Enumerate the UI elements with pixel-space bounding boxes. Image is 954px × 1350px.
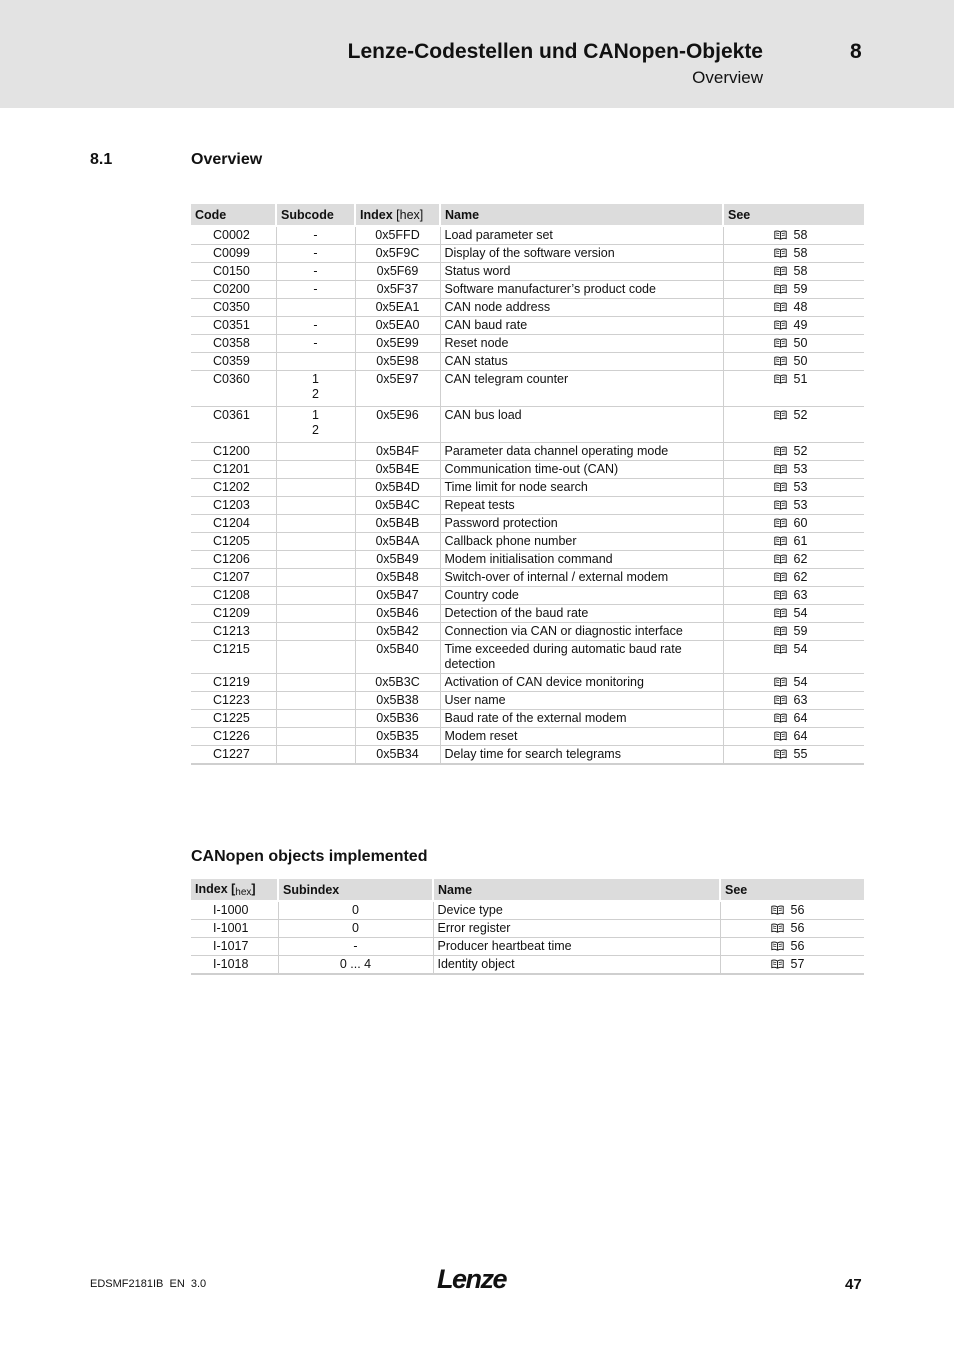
code-cell: C0359	[191, 353, 276, 371]
co-index-cell: I-1017	[191, 938, 278, 956]
see-cell	[723, 674, 864, 692]
code-cell: C0361	[191, 407, 276, 443]
co-index-cell: I-1000	[191, 901, 278, 920]
co-name-cell: Producer heartbeat time	[433, 938, 720, 956]
code-row	[191, 461, 864, 479]
subcode-cell	[276, 623, 355, 641]
see-page-link[interactable]: 58	[793, 246, 808, 260]
index-cell: 0x5E98	[355, 353, 440, 371]
code-row	[191, 641, 864, 674]
name-cell: Baud rate of the external modem	[440, 710, 723, 728]
index-cell: 0x5B47	[355, 587, 440, 605]
book-icon	[774, 284, 787, 294]
see-cell	[723, 299, 864, 317]
index-cell: 0x5E99	[355, 335, 440, 353]
col-co-index-label: Index	[195, 881, 228, 896]
svg-text:Lenze: Lenze	[437, 1265, 507, 1293]
see-page-link[interactable]: 63	[793, 588, 808, 602]
book-icon	[774, 713, 787, 723]
see-page-link[interactable]: 64	[793, 711, 808, 725]
section-title: Overview	[191, 151, 263, 168]
code-row	[191, 371, 864, 407]
book-icon	[771, 941, 784, 951]
see-cell	[723, 641, 864, 674]
subcode-cell	[276, 710, 355, 728]
book-icon	[774, 590, 787, 600]
book-icon	[774, 338, 787, 348]
subcode-cell	[276, 299, 355, 317]
name-cell: Connection via CAN or diagnostic interface	[440, 623, 723, 641]
subcode-cell	[276, 515, 355, 533]
see-page-link[interactable]: 53	[793, 462, 808, 476]
book-icon	[774, 644, 787, 654]
name-cell: Display of the software version	[440, 245, 723, 263]
see-page-link[interactable]: 48	[793, 300, 808, 314]
subcode-cell	[276, 728, 355, 746]
subcode-cell	[276, 461, 355, 479]
code-row	[191, 623, 864, 641]
book-icon	[774, 410, 787, 420]
book-icon	[774, 266, 787, 276]
name-cell: Password protection	[440, 515, 723, 533]
subcode-cell	[276, 605, 355, 623]
co-name-cell: Identity object	[433, 956, 720, 975]
subcode-cell	[276, 587, 355, 605]
index-cell: 0x5F37	[355, 281, 440, 299]
code-row	[191, 317, 864, 335]
book-icon	[774, 572, 787, 582]
book-icon	[774, 302, 787, 312]
subcode-cell	[276, 226, 355, 245]
book-icon	[771, 905, 784, 915]
see-cell	[723, 605, 864, 623]
name-cell: Switch-over of internal / external modem	[440, 569, 723, 587]
see-cell	[723, 587, 864, 605]
code-row	[191, 335, 864, 353]
index-cell: 0x5EA1	[355, 299, 440, 317]
see-cell	[723, 710, 864, 728]
book-icon	[774, 608, 787, 618]
code-row	[191, 569, 864, 587]
name-cell: Callback phone number	[440, 533, 723, 551]
chapter-number: 8	[850, 40, 862, 63]
name-cell: CAN bus load	[440, 407, 723, 443]
see-page-link[interactable]: 54	[793, 675, 808, 689]
see-page-link[interactable]: 54	[793, 642, 808, 656]
code-cell: C1213	[191, 623, 276, 641]
name-cell: Reset node	[440, 335, 723, 353]
see-cell	[723, 226, 864, 245]
index-cell: 0x5FFD	[355, 226, 440, 245]
see-page-link[interactable]: 49	[793, 318, 808, 332]
name-cell: CAN node address	[440, 299, 723, 317]
subcode-cell	[276, 674, 355, 692]
see-cell	[723, 335, 864, 353]
code-row	[191, 728, 864, 746]
see-page-link[interactable]: 56	[790, 921, 805, 935]
name-cell: Communication time-out (CAN)	[440, 461, 723, 479]
code-row	[191, 353, 864, 371]
index-cell: 0x5B4A	[355, 533, 440, 551]
name-cell: Delay time for search telegrams	[440, 746, 723, 765]
col-name: Name	[440, 204, 723, 226]
see-cell	[723, 692, 864, 710]
code-cell: C1223	[191, 692, 276, 710]
col-co-index-unit: hex	[235, 886, 252, 898]
subcode-cell	[276, 497, 355, 515]
see-cell	[723, 317, 864, 335]
name-cell: Load parameter set	[440, 226, 723, 245]
see-page-link[interactable]: 58	[793, 228, 808, 242]
code-cell: C1215	[191, 641, 276, 674]
see-cell	[723, 728, 864, 746]
name-cell: CAN telegram counter	[440, 371, 723, 407]
see-cell	[723, 245, 864, 263]
subcode-value: 2	[312, 387, 319, 401]
subcode-value: -	[313, 246, 318, 260]
code-row	[191, 674, 864, 692]
code-cell: C1219	[191, 674, 276, 692]
code-cell: C1206	[191, 551, 276, 569]
see-cell	[723, 407, 864, 443]
name-cell: Software manufacturer’s product code	[440, 281, 723, 299]
book-icon	[774, 248, 787, 258]
see-cell	[723, 461, 864, 479]
col-co-subindex: Subindex	[278, 879, 433, 901]
code-row	[191, 263, 864, 281]
canopen-row	[191, 938, 864, 956]
subcode-cell	[276, 281, 355, 299]
see-cell	[723, 533, 864, 551]
name-cell: CAN baud rate	[440, 317, 723, 335]
code-cell: C1205	[191, 533, 276, 551]
col-co-name: Name	[433, 879, 720, 901]
co-subindex-cell: 0	[278, 920, 433, 938]
name-cell: CAN status	[440, 353, 723, 371]
code-row	[191, 710, 864, 728]
co-subindex-cell: 0 ... 4	[278, 956, 433, 975]
book-icon	[774, 500, 787, 510]
subcode-cell	[276, 317, 355, 335]
see-page-link[interactable]: 53	[793, 498, 808, 512]
codes-table-header	[191, 204, 864, 226]
index-cell: 0x5B49	[355, 551, 440, 569]
code-row	[191, 299, 864, 317]
see-page-link[interactable]: 56	[790, 903, 805, 917]
co-subindex-cell: 0	[278, 901, 433, 920]
book-icon	[774, 554, 787, 564]
subcode-value: 2	[312, 423, 319, 437]
index-cell: 0x5F9C	[355, 245, 440, 263]
index-cell: 0x5B4F	[355, 443, 440, 461]
code-cell: C0360	[191, 371, 276, 407]
code-row	[191, 746, 864, 765]
see-page-link[interactable]: 53	[793, 480, 808, 494]
code-row	[191, 533, 864, 551]
subcode-value: 1	[312, 372, 319, 386]
code-cell: C0200	[191, 281, 276, 299]
col-index-unit: [hex]	[396, 207, 424, 222]
see-page-link[interactable]: 51	[793, 372, 808, 386]
code-cell: C1201	[191, 461, 276, 479]
see-cell	[723, 443, 864, 461]
code-row	[191, 497, 864, 515]
co-subindex-cell: -	[278, 938, 433, 956]
code-cell: C1207	[191, 569, 276, 587]
subcode-cell	[276, 569, 355, 587]
subcode-value: -	[313, 228, 318, 242]
canopen-table-header	[191, 879, 864, 901]
code-cell: C1202	[191, 479, 276, 497]
subcode-value: -	[313, 282, 318, 296]
co-index-cell: I-1018	[191, 956, 278, 975]
name-cell: User name	[440, 692, 723, 710]
name-cell: Time exceeded during automatic baud rate detection	[440, 641, 723, 674]
book-icon	[774, 536, 787, 546]
see-cell	[723, 746, 864, 765]
code-cell: C0358	[191, 335, 276, 353]
see-page-link[interactable]: 59	[793, 282, 808, 296]
index-cell: 0x5EA0	[355, 317, 440, 335]
index-cell: 0x5B4E	[355, 461, 440, 479]
code-cell: C0350	[191, 299, 276, 317]
see-page-link[interactable]: 61	[793, 534, 808, 548]
subcode-cell	[276, 245, 355, 263]
co-see-cell	[720, 956, 864, 975]
see-page-link[interactable]: 59	[793, 624, 808, 638]
code-cell: C0351	[191, 317, 276, 335]
name-cell: Activation of CAN device monitoring	[440, 674, 723, 692]
book-icon	[774, 356, 787, 366]
name-cell: Repeat tests	[440, 497, 723, 515]
col-co-index: Index [hex]	[191, 879, 278, 901]
book-icon	[774, 446, 787, 456]
index-cell: 0x5B3C	[355, 674, 440, 692]
code-cell: C1200	[191, 443, 276, 461]
code-row	[191, 479, 864, 497]
name-cell: Status word	[440, 263, 723, 281]
book-icon	[774, 230, 787, 240]
see-cell	[723, 479, 864, 497]
code-row	[191, 407, 864, 443]
see-cell	[723, 263, 864, 281]
see-page-link[interactable]: 50	[793, 336, 808, 350]
col-index-label: Index	[360, 207, 393, 222]
subcode-value: 1	[312, 408, 319, 422]
subcode-cell	[276, 371, 355, 407]
code-row	[191, 281, 864, 299]
name-cell: Parameter data channel operating mode	[440, 443, 723, 461]
document-id: EDSMF2181IB EN 3.0	[90, 1278, 207, 1290]
name-cell: Time limit for node search	[440, 479, 723, 497]
subcode-cell	[276, 692, 355, 710]
code-cell: C1226	[191, 728, 276, 746]
index-cell: 0x5B4B	[355, 515, 440, 533]
code-row	[191, 226, 864, 245]
co-index-cell: I-1001	[191, 920, 278, 938]
chapter-subtitle: Overview	[692, 68, 763, 87]
code-row	[191, 605, 864, 623]
see-page-link[interactable]: 64	[793, 729, 808, 743]
code-cell: C0002	[191, 226, 276, 245]
name-cell: Country code	[440, 587, 723, 605]
index-cell: 0x5B4C	[355, 497, 440, 515]
see-cell	[723, 281, 864, 299]
code-cell: C1227	[191, 746, 276, 765]
co-name-cell: Error register	[433, 920, 720, 938]
book-icon	[774, 518, 787, 528]
subcode-value: -	[313, 264, 318, 278]
subcode-cell	[276, 746, 355, 765]
book-icon	[771, 923, 784, 933]
subcode-cell	[276, 335, 355, 353]
section-number: 8.1	[90, 151, 113, 168]
index-cell: 0x5B48	[355, 569, 440, 587]
index-cell: 0x5B34	[355, 746, 440, 765]
index-cell: 0x5E97	[355, 371, 440, 407]
see-page-link[interactable]: 54	[793, 606, 808, 620]
lenze-logo	[437, 1265, 515, 1298]
see-page-link[interactable]: 63	[793, 693, 808, 707]
col-code: Code	[191, 204, 276, 226]
see-cell	[723, 515, 864, 533]
book-icon	[774, 731, 787, 741]
subcode-cell	[276, 353, 355, 371]
col-co-see: See	[720, 879, 864, 901]
code-cell: C1208	[191, 587, 276, 605]
col-subcode: Subcode	[276, 204, 355, 226]
see-page-link[interactable]: 60	[793, 516, 808, 530]
subcode-cell	[276, 443, 355, 461]
see-page-link[interactable]: 62	[793, 570, 808, 584]
see-page-link[interactable]: 62	[793, 552, 808, 566]
code-row	[191, 551, 864, 569]
see-page-link[interactable]: 55	[793, 747, 808, 761]
col-see: See	[723, 204, 864, 226]
see-page-link[interactable]: 57	[790, 957, 805, 971]
co-name-cell: Device type	[433, 901, 720, 920]
name-cell: Modem reset	[440, 728, 723, 746]
page-number: 47	[845, 1276, 862, 1293]
see-page-link[interactable]: 52	[793, 444, 808, 458]
code-cell: C1209	[191, 605, 276, 623]
index-cell: 0x5B40	[355, 641, 440, 674]
book-icon	[774, 695, 787, 705]
subcode-value: -	[313, 318, 318, 332]
see-cell	[723, 497, 864, 515]
name-cell: Modem initialisation command	[440, 551, 723, 569]
see-cell	[723, 371, 864, 407]
canopen-row	[191, 920, 864, 938]
canopen-table	[191, 879, 864, 975]
see-page-link[interactable]: 56	[790, 939, 805, 953]
subcode-cell	[276, 641, 355, 674]
subcode-cell	[276, 551, 355, 569]
index-cell: 0x5B46	[355, 605, 440, 623]
index-cell: 0x5B42	[355, 623, 440, 641]
code-cell: C0150	[191, 263, 276, 281]
canopen-row	[191, 956, 864, 975]
index-cell: 0x5F69	[355, 263, 440, 281]
see-page-link[interactable]: 58	[793, 264, 808, 278]
index-cell: 0x5E96	[355, 407, 440, 443]
see-cell	[723, 569, 864, 587]
code-row	[191, 692, 864, 710]
index-cell: 0x5B35	[355, 728, 440, 746]
book-icon	[771, 959, 784, 969]
code-cell: C1203	[191, 497, 276, 515]
subcode-cell	[276, 533, 355, 551]
codes-table	[191, 204, 864, 765]
book-icon	[774, 482, 787, 492]
co-see-cell	[720, 920, 864, 938]
see-page-link[interactable]: 52	[793, 408, 808, 422]
book-icon	[774, 677, 787, 687]
col-index	[355, 204, 440, 226]
chapter-title: Lenze-Codestellen und CANopen-Objekte	[347, 40, 763, 63]
canopen-title: CANopen objects implemented	[191, 848, 428, 865]
book-icon	[774, 374, 787, 384]
book-icon	[774, 626, 787, 636]
subcode-cell	[276, 407, 355, 443]
code-cell: C1204	[191, 515, 276, 533]
index-cell: 0x5B38	[355, 692, 440, 710]
code-cell: C1225	[191, 710, 276, 728]
co-see-cell	[720, 938, 864, 956]
code-row	[191, 443, 864, 461]
see-page-link[interactable]: 50	[793, 354, 808, 368]
subcode-cell	[276, 263, 355, 281]
subcode-cell	[276, 479, 355, 497]
book-icon	[774, 320, 787, 330]
see-cell	[723, 551, 864, 569]
code-cell: C0099	[191, 245, 276, 263]
index-cell: 0x5B4D	[355, 479, 440, 497]
co-see-cell	[720, 901, 864, 920]
code-row	[191, 587, 864, 605]
see-cell	[723, 623, 864, 641]
code-row	[191, 245, 864, 263]
book-icon	[774, 464, 787, 474]
book-icon	[774, 749, 787, 759]
name-cell: Detection of the baud rate	[440, 605, 723, 623]
subcode-value: -	[313, 336, 318, 350]
canopen-row	[191, 901, 864, 920]
code-row	[191, 515, 864, 533]
see-cell	[723, 353, 864, 371]
index-cell: 0x5B36	[355, 710, 440, 728]
